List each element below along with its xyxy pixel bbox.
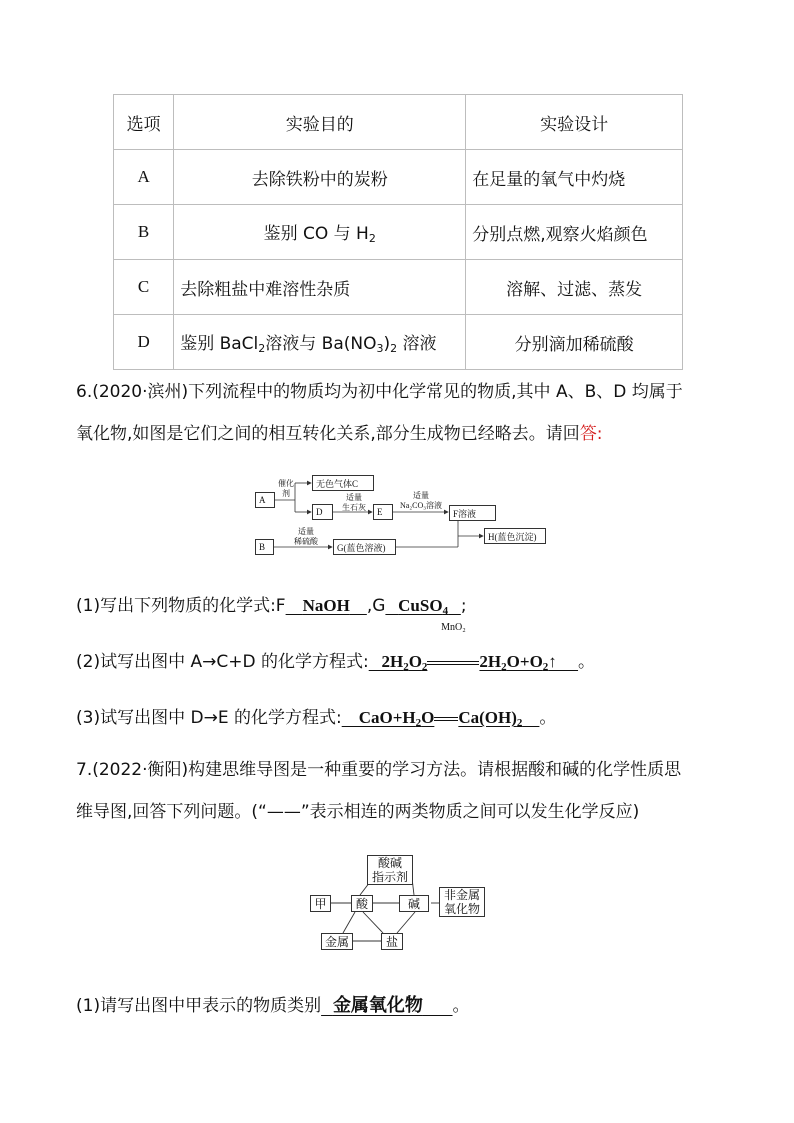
- answer-F: NaOH: [302, 596, 350, 615]
- node-F: F溶液: [449, 505, 496, 521]
- node-G: G(蓝色溶液): [333, 539, 396, 555]
- q6-red-text: 答:: [579, 424, 603, 444]
- mind-map: [305, 852, 490, 954]
- header-option: 选项: [114, 95, 174, 150]
- label-lime: 适量 生石灰: [342, 493, 366, 512]
- row-design: 溶解、过滤、蒸发: [466, 260, 683, 315]
- node-E: E: [373, 504, 393, 520]
- table-row: [114, 260, 683, 315]
- options-table: [113, 94, 683, 370]
- table-header-row: [114, 95, 683, 150]
- node-A: A: [255, 492, 275, 508]
- node-B: B: [255, 539, 274, 555]
- row-option: B: [114, 205, 174, 260]
- q6-part3: (3)试写出图中 D→E 的化学方程式: $CaO+H_2O$ $Ca(OH)_2$ 。: [76, 708, 557, 729]
- flow-diagram: [250, 470, 550, 560]
- answer-G: CuSO$_4$: [398, 596, 449, 617]
- table-row: [114, 205, 683, 260]
- answer-equation-2: $CaO+H_2O$ $Ca(OH)_2$: [341, 708, 523, 729]
- row-purpose: 鉴别 BaCl$_2$溶液与 $Ba(NO_3)_2$ 溶液: [174, 315, 466, 370]
- q7-line2: 维导图,回答下列问题。(“——”表示相连的两类物质之间可以发生化学反应): [76, 802, 640, 822]
- row-purpose: 鉴别 CO 与 $H_2$: [174, 205, 466, 260]
- q6-part2: (2)试写出图中 A→C+D 的化学方程式: $2H_2O_2$ MnO₂ $2H_2O+O_2↑$ 。: [76, 622, 596, 673]
- row-design: 在足量的氧气中灼烧: [466, 150, 683, 205]
- row-purpose: 去除粗盐中难溶性杂质: [174, 260, 466, 315]
- row-design: 分别点燃,观察火焰颜色: [466, 205, 683, 260]
- q7-line1: 7.(2022·衡阳)构建思维导图是一种重要的学习方法。请根据酸和碱的化学性质思: [76, 760, 682, 780]
- header-design: 实验设计: [466, 95, 683, 150]
- q7-part1: (1)请写出图中甲表示的物质类别 金属氧化物 。: [76, 995, 470, 1016]
- q6-part1: (1)写出下列物质的化学式:F NaOH ,G CuSO$_4$ ;: [76, 596, 467, 617]
- row-option: D: [114, 315, 174, 370]
- node-metal: 金属: [321, 933, 353, 950]
- row-option: A: [114, 150, 174, 205]
- node-C: 无色气体C: [312, 475, 374, 491]
- label-na2co3: 适量 Na₂CO₃溶液: [399, 491, 443, 510]
- node-jia: 甲: [310, 895, 331, 912]
- q6-line2: 氧化物,如图是它们之间的相互转化关系,部分生成物已经略去。请回答:: [76, 424, 603, 444]
- node-nonmetal-oxide: 非金属 氧化物: [439, 887, 485, 917]
- node-D: D: [312, 504, 333, 520]
- node-salt: 盐: [381, 933, 403, 950]
- row-option: C: [114, 260, 174, 315]
- catalyst-label: MnO₂: [441, 622, 466, 633]
- answer-equation-1: $2H_2O_2$ MnO₂ $2H_2O+O_2↑$: [368, 622, 579, 673]
- label-acid: 适量 稀硫酸: [294, 527, 318, 546]
- row-purpose: 去除铁粉中的炭粉: [174, 150, 466, 205]
- node-base: 碱: [399, 895, 429, 912]
- row-design: 分别滴加稀硫酸: [466, 315, 683, 370]
- node-indicator: 酸碱 指示剂: [367, 855, 413, 885]
- table-row: [114, 315, 683, 370]
- node-acid: 酸: [351, 895, 373, 912]
- table-row: [114, 150, 683, 205]
- node-H: H(蓝色沉淀): [484, 528, 546, 544]
- q6-line1: 6.(2020·滨州)下列流程中的物质均为初中化学常见的物质,其中 A、B、D 均属于: [76, 382, 683, 402]
- label-catalyst: 催化 剂: [278, 479, 294, 498]
- answer-jia: 金属氧化物: [332, 995, 423, 1016]
- header-purpose: 实验目的: [174, 95, 466, 150]
